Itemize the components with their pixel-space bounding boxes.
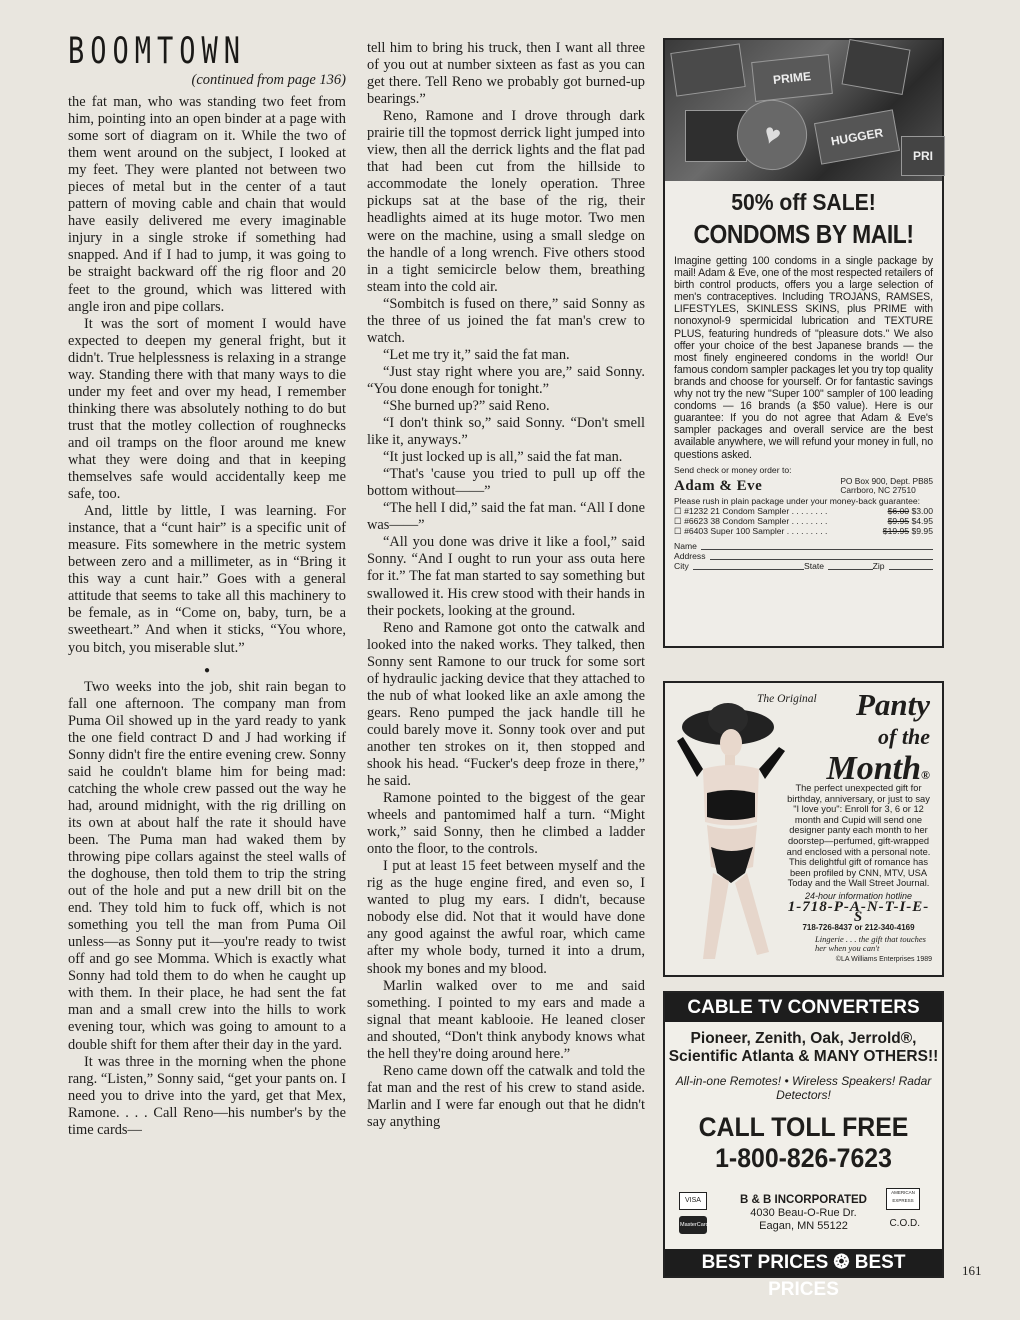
adam-eve-logo: Adam & Eve — [674, 478, 763, 495]
lingerie-model-illustration — [673, 697, 791, 967]
paragraph: And, little by little, I was learning. For instance, that a “cunt hair” is a specific unit of measure. Fits somewhere in the metric system between zero and a millimeter, as in “Bring it this way a cunt hair.” Goes with a general attitude that seems to take all this machinery to be female, as in “Come on, baby, turn, be a sweetheart.” And when it sticks, “You whore, you bitch, you miserable slut.” — [68, 503, 346, 656]
package-pri: PRI — [901, 136, 945, 176]
sale-price: $4.95 — [911, 516, 933, 527]
address-line: 4030 Beau-O-Rue Dr. — [750, 1207, 857, 1219]
paragraph: “All you done was drive it like a fool,” said Sonny. “And I ought to run your ass outa here for it.” The fat man started to say something but swallowed it. His crew stood with their hands in their pockets, looking at the ground. — [367, 534, 645, 619]
address-line: PO Box 900, Dept. PB85 — [840, 475, 933, 486]
hotline-label: 24-hour information hotline — [804, 890, 913, 901]
ad-body-text: The perfect unexpected gift for birthday, anniversary, or just to say "I love you": Enroll for 3, 6 or 12 month and Cupid will send one designer panty each month to her doorstep—perfumed, gift-wrapped and enclosed with a personal note. This delightful gift of romance has been profiled by CNN, MTV, USA Today and the Wall Street Journal. — [786, 783, 931, 889]
order-item-label: ☐ #6403 Super 100 Sampler . . . . . . . . . — [674, 526, 828, 537]
cable-banner: CABLE TV CONVERTERS — [665, 993, 942, 1022]
order-item-label: ☐ #1232 21 Condom Sampler . . . . . . . . — [674, 506, 828, 516]
heart-package-image: ♥ — [727, 90, 817, 180]
logo-word: of the — [878, 724, 930, 749]
field-label: Address — [674, 550, 706, 561]
paragraph: Reno, Ramone and I drove through dark prairie till the topmost derrick light jumped into view, then all the derrick lights and the flat pad that had been cut from the hillside to accommodate the lonely operation. Three pickups sat at the base of the rig, their headlights aimed at its huge motor. Two men were on the machine, using a small sledge on the handle of a long wrench. Five others stood in a tight semicircle below them, breathing steam into the cold air. — [367, 108, 645, 295]
registered-mark: ® — [921, 768, 930, 782]
cable-tv-converters-ad — [663, 991, 944, 1300]
condoms-headline: CONDOMS BY MAIL! — [693, 219, 914, 249]
order-item[interactable] — [674, 526, 933, 536]
paragraph: “Sombitch is fused on there,” said Sonny as the three of us joined the fat man's crew to watch. — [367, 295, 645, 346]
paragraph: “Just stay right where you are,” said Sonny. “You done enough for tonight.” — [367, 363, 645, 397]
address-line: Carrboro, NC 27510 — [840, 485, 916, 496]
order-item[interactable] — [674, 516, 933, 526]
panty-ad-copy — [785, 783, 932, 966]
send-instruction: Send check or money order to: — [674, 464, 792, 475]
package-hugger: HUGGER — [814, 109, 900, 164]
continued-note: (continued from page 136) — [191, 72, 346, 88]
package-image — [670, 43, 745, 96]
paragraph: Ramone pointed to the biggest of the gear wheels and pantomimed half a turn. “Might work,” said Sonny, then he climbed a ladder onto the floor, to the controls. — [367, 790, 645, 858]
paragraph: I put at least 15 feet between myself and the rig as the huge engine fired, and even so, I wanted to plug my ears. I didn't, because nobody else did. Not that it would have done any good against the awful roar, which came after my whole body, turned it into a drum, shook my bones and my blood. — [367, 858, 645, 977]
article-column-1 — [68, 30, 346, 1139]
name-field[interactable] — [674, 541, 933, 551]
order-item[interactable] — [674, 506, 933, 516]
visa-card-icon: VISA — [679, 1192, 707, 1210]
call-label: CALL TOLL FREE — [698, 1112, 909, 1142]
paragraph: Reno came down off the catwalk and told the fat man and the rest of his crew to stand aside. Marlin and I were far enough out that he didn't say anything — [367, 1062, 645, 1130]
paragraph: “I don't think so,” said Sonny. “Don't smell like it, anyways.” — [367, 415, 645, 449]
panty-of-the-month-ad — [663, 681, 944, 977]
toll-free-number[interactable]: 1-800-826-7623 — [715, 1143, 892, 1173]
brand-list: Pioneer, Zenith, Oak, Jerrold®, Scientific Atlanta & MANY OTHERS!! — [668, 1030, 939, 1065]
address-field[interactable] — [674, 551, 933, 561]
best-prices-banner: BEST PRICES ❂ BEST PRICES — [665, 1249, 942, 1276]
condom-packages-photo — [665, 40, 942, 181]
order-form — [665, 461, 942, 572]
section-break-bullet: ● — [203, 664, 211, 676]
paragraph: “It just locked up is all,” said the fat man. — [383, 449, 623, 466]
page-number: 161 — [962, 1263, 982, 1278]
paragraph: “She burned up?” said Reno. — [383, 397, 550, 414]
condoms-by-mail-ad — [663, 38, 944, 648]
logo-word: Month — [826, 750, 922, 787]
field-label: Zip — [872, 561, 885, 572]
rush-note: Please rush in plain package under your money-back guarantee: — [674, 495, 921, 506]
amex-card-icon: AMERICAN EXPRESS — [886, 1188, 920, 1210]
ad-body-text: Imagine getting 100 condoms in a single package by mail! Adam & Eve, one of the most respected retailers of birth control products, offers you a large selection of men's contraceptives. Including TROJANS, RAMSES, LIFESTYLES, SKINLESS SKINS, plus PRIME with nonoxynol-9 spermicidal lubrication and TEXTURE PLUS, featuring hundreds of "pleasure dots." We also offer your choice of the best Japanese brands — the most finely engineered condoms in the world! Our famous condom sampler packages let you try top quality brands and choose for yourself. Or for fantastic savings why not try the new "Super 100" sampler of 100 leading condoms — 16 brands (a $50 value). Here is our guarantee: If you do not agree that Adam & Eve's sampler packages and overall service are the best available anywhere, we will refund your money in full, no questions asked. — [674, 255, 933, 461]
address-line: Eagan, MN 55122 — [759, 1220, 848, 1232]
sale-price: $9.95 — [911, 526, 933, 537]
original-label: The Original — [757, 693, 817, 705]
paragraph: Marlin walked over to me and said something. I pointed to my ears and made a signal that meant kablooie. He leaned closer and shouted, “Don't think anybody knows what the hell they're doing around here.” — [367, 977, 645, 1062]
section-kicker: BOOMTOWN — [68, 30, 247, 73]
paragraph: tell him to bring his truck, then I want all three of you out at number sixteen as fast as you can get there. Tell Reno we probably got burned-up bearings.” — [367, 40, 645, 108]
paragraph: “That's 'cause you tried to pull up off the bottom without——” — [367, 466, 645, 500]
cod-label: C.O.D. — [889, 1218, 920, 1229]
field-label: City — [674, 561, 689, 572]
features-list: All-in-one Remotes! • Wireless Speakers! Radar Detectors! — [675, 1074, 932, 1102]
sale-headline: 50% off SALE! — [731, 189, 876, 215]
package-image — [841, 39, 910, 95]
company-name: B & B INCORPORATED — [740, 1194, 867, 1206]
phone-number[interactable]: 1-718-P-A-N-T-I-E-S — [787, 898, 930, 926]
company-footer — [665, 1188, 942, 1244]
paragraph: It was the sort of moment I would have expected to deepen my general fright, but it didn't. True helplessness is relaxing in a strange way. Standing there with that many ways to die under my feet and over my head, I remember thinking there was absolutely nothing to do but trust that the motley collection of roughnecks and oil tramps on the floor around me knew what they were doing and that in keeping themselves safe would accidentally keep me safe, too. — [68, 315, 346, 503]
paragraph: the fat man, who was standing two feet from him, pointing into an open binder at a page with some sort of diagram on it. While the two of them went around on the subject, I looked at my feet. They were planted not between two pieces of metal but in the center of a taut pattern of moving cable and chain that would have easily delivered me every imaginable injury in a single stroke if something had snapped. And if I had to jump, it was going to be straight backward off the rig floor and 20 feet to the ground, which was littered with angle iron and pipe collars. — [68, 94, 346, 315]
sale-price: $3.00 — [911, 506, 933, 516]
mastercard-icon: MasterCard — [679, 1216, 707, 1234]
panty-of-the-month-logo — [827, 689, 930, 791]
copyright: ©LA Williams Enterprises 1989 — [835, 956, 932, 964]
company-info — [735, 1194, 872, 1233]
package-prime: PRIME — [751, 54, 833, 102]
city-state-zip-field[interactable] — [674, 561, 933, 571]
logo-word: Panty — [855, 687, 930, 722]
call-toll-free — [676, 1112, 931, 1174]
paragraph: It was three in the morning when the phone rang. “Listen,” Sonny said, “get your pants on. I need you to drive into the yard, get that Mex, Ramone. . . . Call Reno—his number's by the time cards— — [68, 1053, 346, 1138]
old-price: $19.95 — [882, 526, 910, 537]
paragraph: “The hell I did,” said the fat man. “All I done was——” — [367, 500, 645, 534]
alt-phone-numbers: 718-726-8437 or 212-340-4169 — [802, 922, 915, 932]
old-price: $9.95 — [887, 516, 910, 527]
old-price: $6.00 — [887, 506, 910, 516]
mailing-address — [840, 477, 933, 496]
order-item-label: ☐ #6623 38 Condom Sampler . . . . . . . . — [674, 516, 828, 527]
paragraph: Two weeks into the job, shit rain began to fall one afternoon. The company man from Puma Oil showed up in the yard ready to yank the one field contract D and J had working if Sonny didn't fire the entire evening crew. Sonny said he couldn't blame him for being mad: catching the whole crew passed out the way he had, around midnight, with the rig drilling on its own at about half the rate it should have been. The Puma man had waked them by throwing pipe collars against the steel walls of the doghouse, then told them to trip the string out of the hole and put a new drill bit on the end. They told him to fuck off, which is not something you tell the man from Puma Oil unless—as Sonny put it—you're ready to twist off and go see Momma. Which is exactly what Sonny had told them to do when he caught up with them. In their place, he had sent the fat man and a small crew into the hills to work evening tour, which was going to amount to a double shift for them after their day in the yard. — [68, 678, 346, 1053]
field-label: Name — [674, 540, 697, 551]
paragraph: “Let me try it,” said the fat man. — [383, 346, 570, 363]
article-header — [68, 30, 346, 94]
field-label: State — [804, 561, 825, 572]
paragraph: Reno and Ramone got onto the catwalk and looked into the naked works. They talked, then Sonny sent Ramone to our truck for some sort of hydraulic jacking device that they attached to the nub of what looked like an axle among the gears. Reno pumped the jack handle till he could barely move it. Sonny took over and put another ten strokes on it, then stopped and shook his head. “Fucker's deep froze in there,” he said. — [367, 619, 645, 790]
tagline: Lingerie . . . the gift that touches her when you can't — [815, 934, 926, 954]
article-column-2 — [367, 40, 645, 1131]
